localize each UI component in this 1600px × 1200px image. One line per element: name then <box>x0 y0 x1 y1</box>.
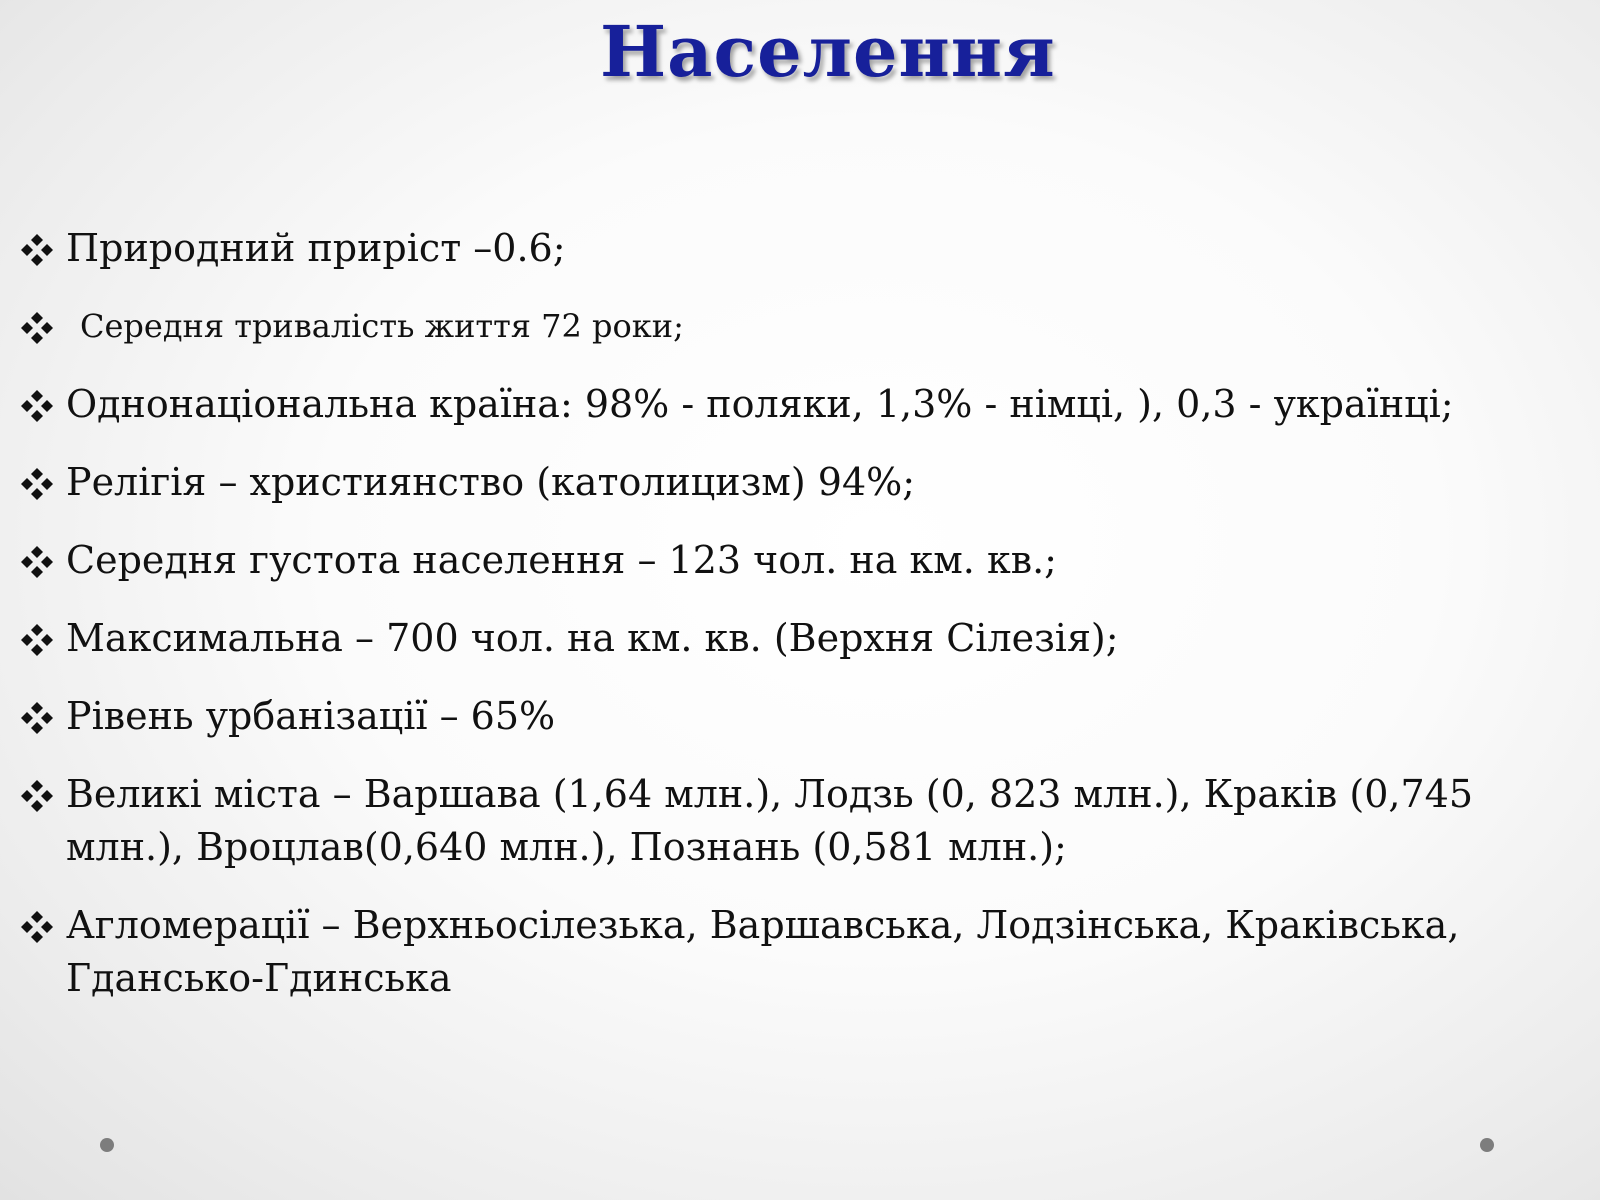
bullet-item <box>18 300 1498 353</box>
bullet-item <box>18 768 1498 874</box>
bullet-text: Великі міста – Варшава (1,64 млн.), Лодзь (0, 823 млн.), Краків (0,745 млн.), Вроцлав(0,640 млн.), Познань (0,581 млн.); <box>66 772 1474 869</box>
bullet-text: Максимальна – 700 чол. на км. кв. (Верхня Сілезія); <box>66 616 1119 660</box>
four-diamond-bullet-icon <box>20 910 54 944</box>
four-diamond-bullet-icon <box>20 623 54 657</box>
four-diamond-bullet-icon <box>20 779 54 813</box>
bullet-item <box>18 378 1498 431</box>
slide-title: Населення <box>600 10 1056 93</box>
bullet-text: Середня тривалість життя 72 роки; <box>80 307 684 345</box>
decorative-dot-left <box>100 1138 114 1152</box>
decorative-dot-right <box>1480 1138 1494 1152</box>
bullet-text: Рівень урбанізації – 65% <box>66 694 556 738</box>
bullet-item <box>18 612 1498 665</box>
bullet-text: Середня густота населення – 123 чол. на км. кв.; <box>66 538 1057 582</box>
bullet-item <box>18 222 1498 275</box>
bullet-item <box>18 456 1498 509</box>
bullet-item <box>18 534 1498 587</box>
four-diamond-bullet-icon <box>20 467 54 501</box>
bullet-text: Релігія – християнство (католицизм) 94%; <box>66 460 916 504</box>
bullet-text: Природний приріст –0.6; <box>66 226 566 270</box>
four-diamond-bullet-icon <box>20 389 54 423</box>
bullet-text: Агломерації – Верхньосілезька, Варшавська, Лодзінська, Краківська, Гдансько-Гдинська <box>66 903 1460 1000</box>
bullet-item <box>18 899 1498 1005</box>
bullet-text: Однонаціональна країна: 98% - поляки, 1,3% - німці, ), 0,3 - українці; <box>66 382 1454 426</box>
four-diamond-bullet-icon <box>20 545 54 579</box>
bullet-list <box>18 222 1498 1030</box>
four-diamond-bullet-icon <box>20 233 54 267</box>
four-diamond-bullet-icon <box>20 311 54 345</box>
four-diamond-bullet-icon <box>20 701 54 735</box>
bullet-item <box>18 690 1498 743</box>
